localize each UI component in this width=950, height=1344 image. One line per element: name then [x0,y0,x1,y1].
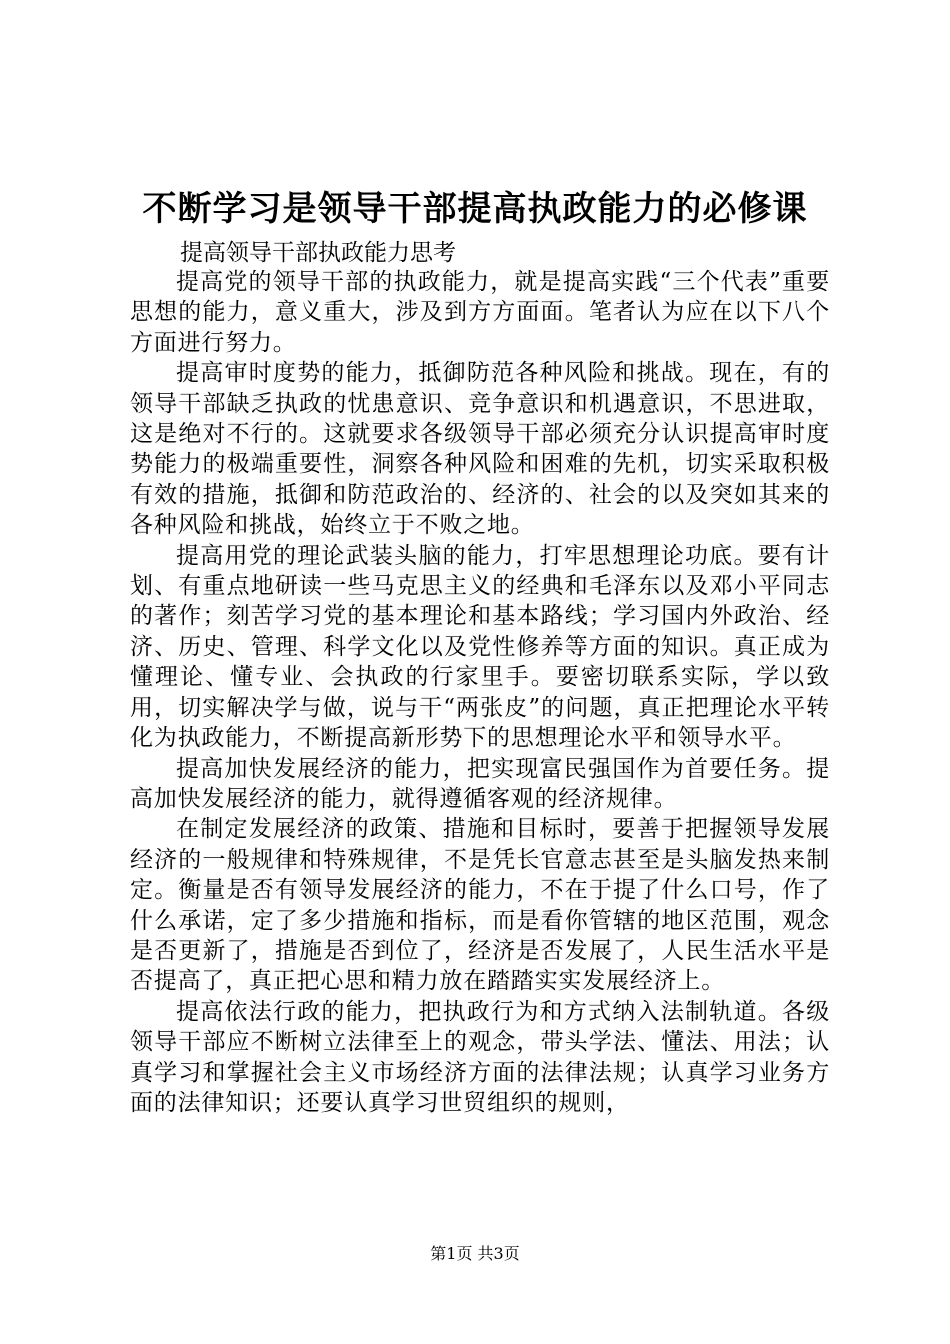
paragraph: 提高审时度势的能力，抵御防范各种风险和挑战。现在，有的领导干部缺乏执政的忧患意识、竞争意识和机遇意识，不思进取，这是绝对不行的。这就要求各级领导干部必须充分认识提高审时度势能力的极端重要性，洞察各种风险和困难的先机，切实采取积极有效的措施，抵御和防范政治的、经济的、社会的以及突如其来的各种风险和挑战，始终立于不败之地。 [130,360,830,539]
document-subtitle: 提高领导干部执政能力思考 [180,240,456,266]
page-number-footer: 第1页 共3页 [430,1244,520,1263]
page-title: 不断学习是领导干部提高执政能力的必修课 [142,189,808,229]
document-body [130,267,830,1118]
paragraph: 在制定发展经济的政策、措施和目标时，要善于把握领导发展经济的一般规律和特殊规律，不是凭长官意志甚至是头脑发热来制定。衡量是否有领导发展经济的能力，不在于提了什么口号，作了什么承诺，定了多少措施和指标，而是看你管辖的地区范围，观念是否更新了，措施是否到位了，经济是否发展了，人民生活水平是否提高了，真正把心思和精力放在踏踏实实发展经济上。 [130,816,830,995]
paragraph: 提高加快发展经济的能力，把实现富民强国作为首要任务。提高加快发展经济的能力，就得遵循客观的经济规律。 [130,755,830,812]
paragraph: 提高依法行政的能力，把执政行为和方式纳入法制轨道。各级领导干部应不断树立法律至上的观念，带头学法、懂法、用法；认真学习和掌握社会主义市场经济方面的法律法规；认真学习业务方面的法律知识；还要认真学习世贸组织的规则， [130,998,830,1116]
paragraph: 提高用党的理论武装头脑的能力，打牢思想理论功底。要有计划、有重点地研读一些马克思主义的经典和毛泽东以及邓小平同志的著作；刻苦学习党的基本理论和基本路线；学习国内外政治、经济、历史、管理、科学文化以及党性修养等方面的知识。真正成为懂理论、懂专业、会执政的行家里手。要密切联系实际，学以致用，切实解决学与做，说与干“两张皮”的问题，真正把理论水平转化为执政能力，不断提高新形势下的思想理论水平和领导水平。 [130,542,830,752]
paragraph: 提高党的领导干部的执政能力，就是提高实践“三个代表”重要思想的能力，意义重大，涉及到方方面面。笔者认为应在以下八个方面进行努力。 [130,269,830,356]
